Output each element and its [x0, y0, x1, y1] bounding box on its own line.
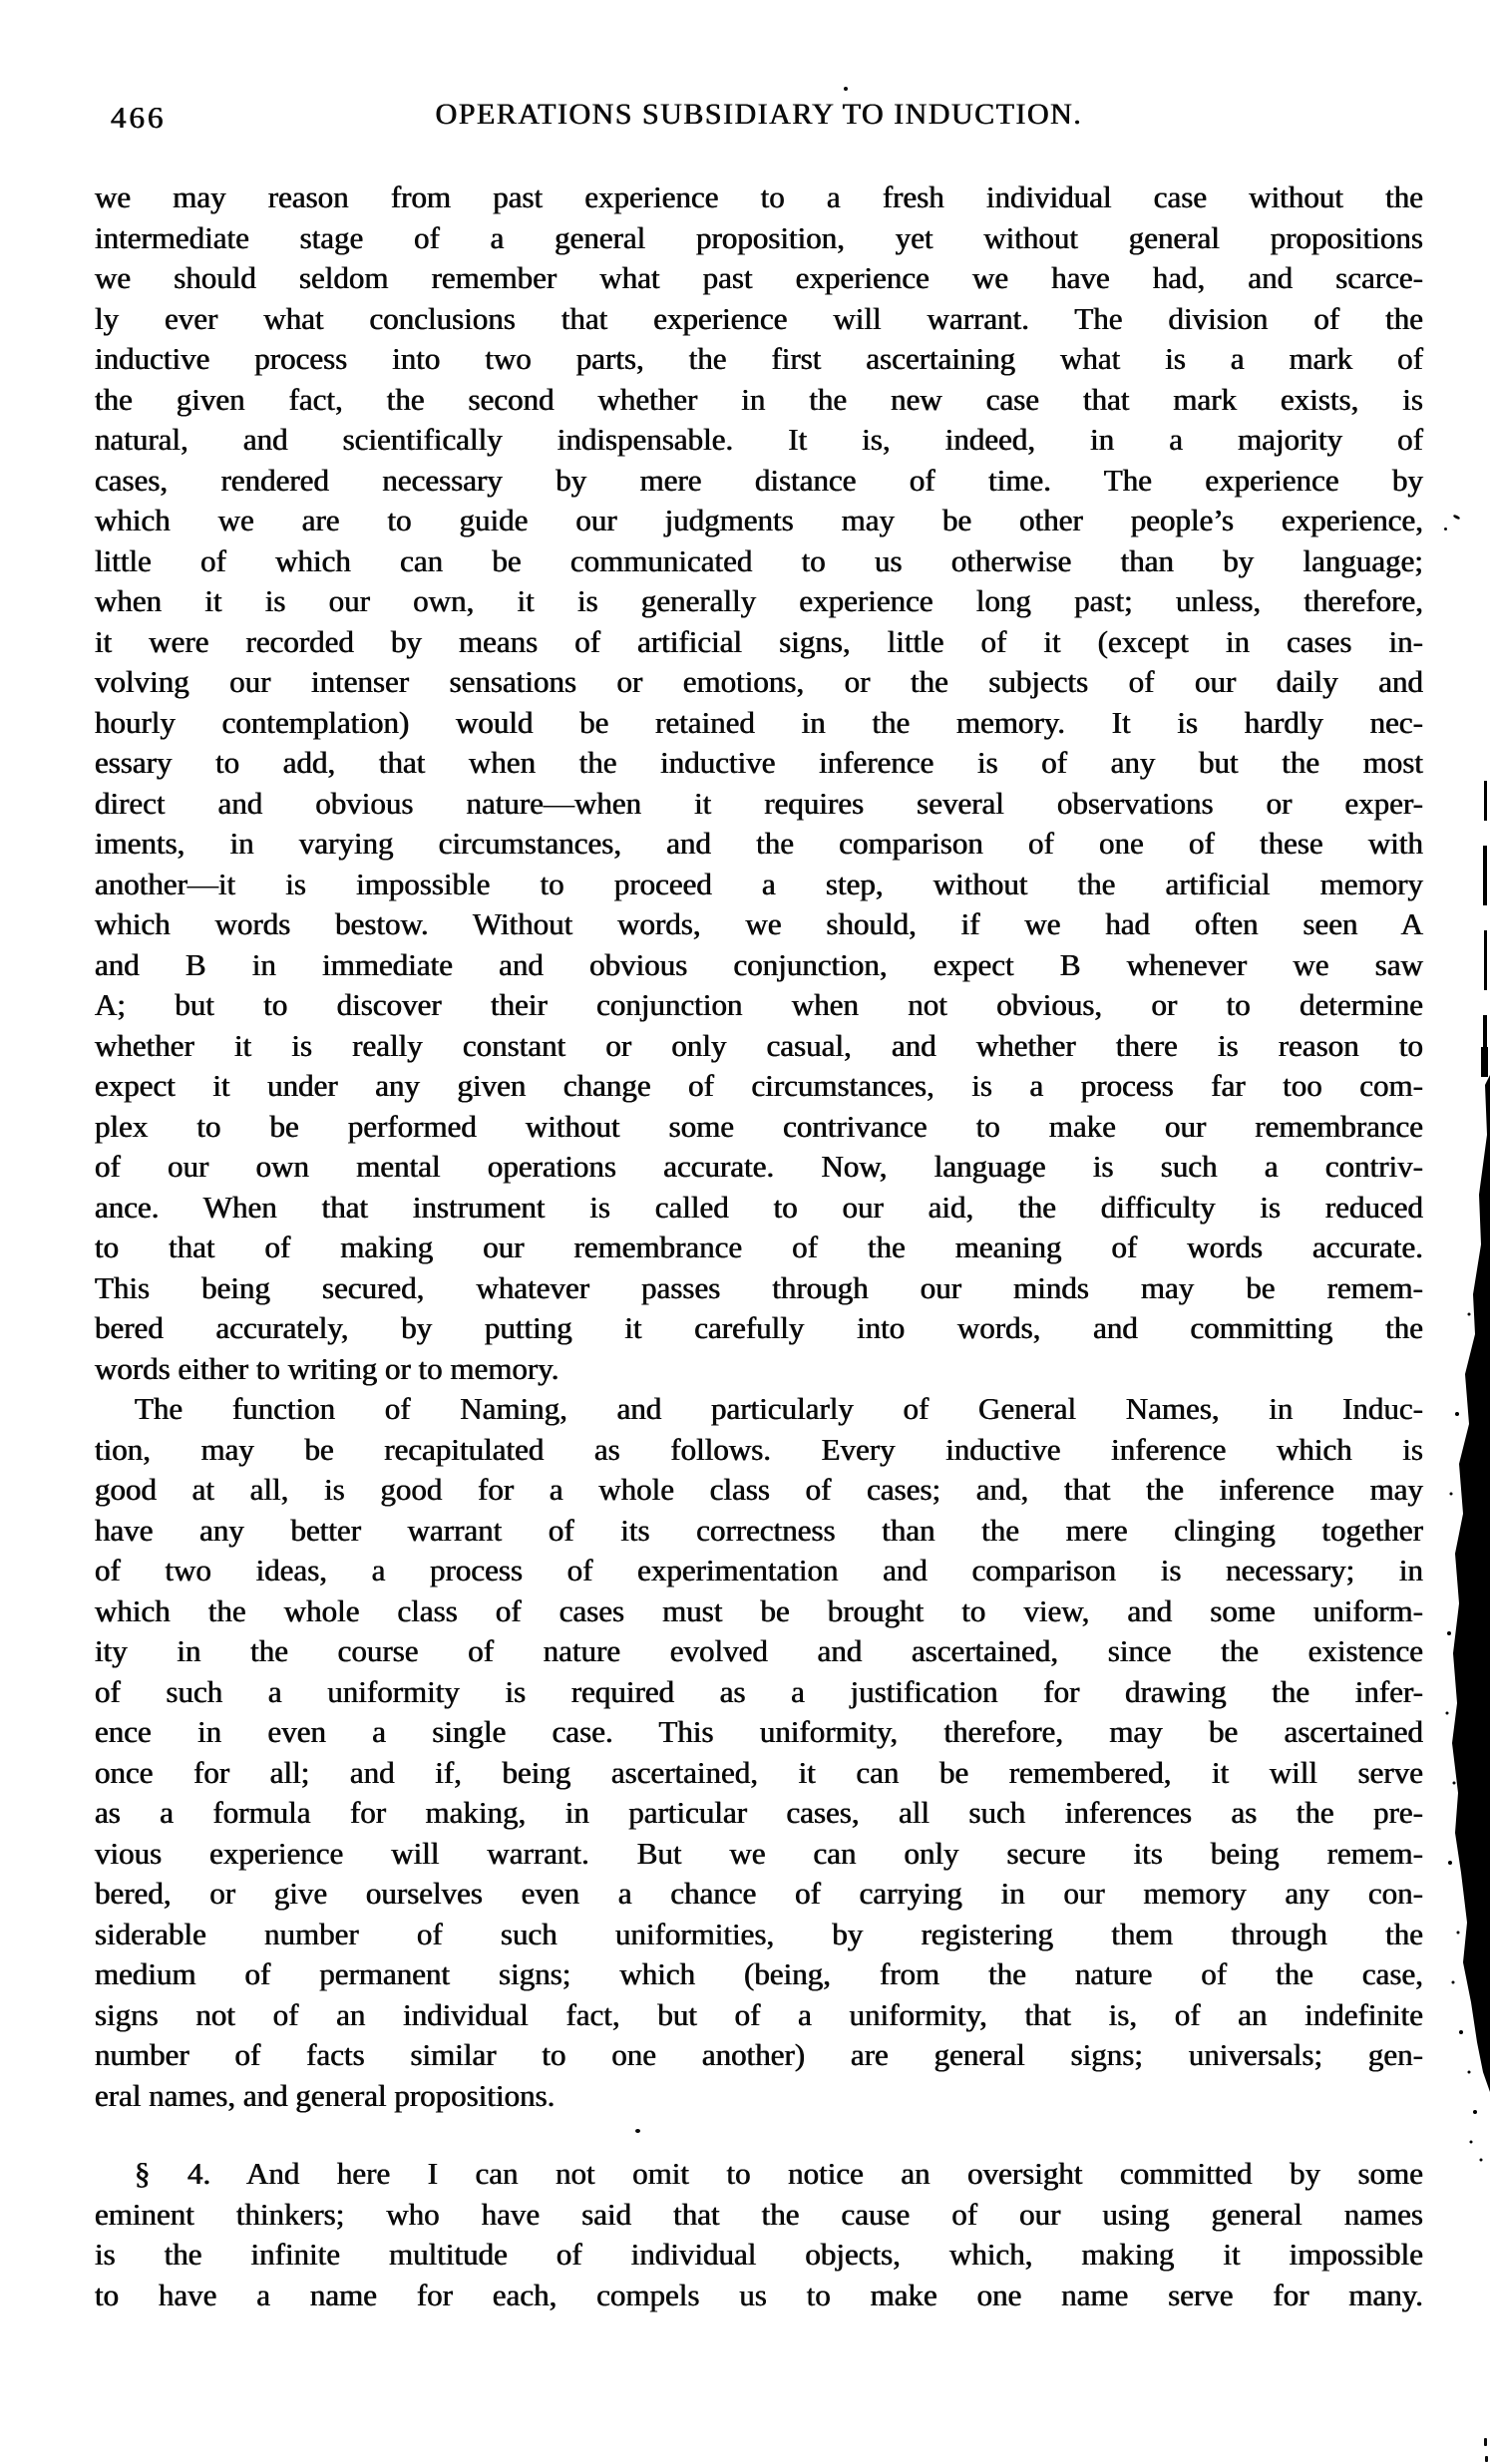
text-column [95, 177, 1423, 2315]
text-line: when it is our own, it is generally experience long past; unless, therefore, [95, 583, 1423, 618]
text-line: of such a uniformity is required as a justification for drawing the infer- [95, 1673, 1423, 1709]
text-line: expect it under any given change of circumstances, is a process far too com- [95, 1068, 1423, 1103]
page-number: 466 [111, 100, 167, 135]
text-line: of our own mental operations accurate. Now, language is such a contriv- [95, 1149, 1423, 1184]
ink-smudge-right-edge [1445, 776, 1490, 2172]
text-line: which we are to guide our judgments may be other people’s experience, [95, 503, 1423, 537]
text-line: The function of Naming, and particularly of General Names, in Induc- [135, 1391, 1423, 1426]
text-line: A; but to discover their conjunction when not obvious, or to determine [95, 987, 1423, 1022]
text-line: we may reason from past experience to a fresh individual case without the [95, 179, 1423, 214]
text-line: vious experience will warrant. But we can only secure its being remem- [95, 1835, 1423, 1871]
text-line: iments, in varying circumstances, and the comparison of one of these with [95, 826, 1423, 861]
text-line: which words bestow. Without words, we should, if we had often seen A [95, 906, 1423, 941]
scan-speck [1485, 2456, 1488, 2462]
text-line: essary to add, that when the inductive inference is of any but the most [95, 745, 1423, 780]
text-line: number of facts similar to one another) are general signs; universals; gen- [95, 2037, 1423, 2072]
text-line: eminent thinkers; who have said that the cause of our using general names [95, 2196, 1423, 2232]
text-line: bered, or give ourselves even a chance of carrying in our memory any con- [95, 1876, 1423, 1911]
text-line: whether it is really constant or only casual, and whether there is reason to [95, 1027, 1423, 1063]
text-line: another—it is impossible to proceed a step, without the artificial memory [95, 866, 1423, 901]
text-line: eral names, and general propositions. [95, 2077, 556, 2113]
text-line: which the whole class of cases must be brought to view, and some uniform- [95, 1592, 1423, 1628]
text-line: inductive process into two parts, the first ascertaining what is a mark of [95, 341, 1423, 376]
text-line: it were recorded by means of artificial signs, little of it (except in cases in- [95, 623, 1423, 659]
text-line: ity in the course of nature evolved and ascertained, since the existence [95, 1633, 1423, 1668]
text-line: tion, may be recapitulated as follows. Every inductive inference which is [95, 1431, 1423, 1467]
text-line: little of which can be communicated to us otherwise than by language; [95, 542, 1423, 578]
text-line: siderable number of such uniformities, by registering them through the [95, 1916, 1423, 1951]
text-line: hourly contemplation) would be retained in the memory. It is hardly nec- [95, 704, 1423, 740]
scan-speck [1444, 528, 1447, 530]
running-title: OPERATIONS SUBSIDIARY TO INDUCTION. [435, 98, 1083, 131]
paragraph-continuation [95, 177, 1423, 1389]
text-line: good at all, is good for a whole class of cases; and, that the inference may [95, 1472, 1423, 1507]
text-line: of two ideas, a process of experimentation and comparison is necessary; in [95, 1553, 1423, 1587]
text-line: the given fact, the second whether in the new case that mark exists, is [95, 381, 1423, 417]
scan-speck [635, 2129, 640, 2133]
text-line: we should seldom remember what past experience we have had, and scarce- [95, 260, 1423, 295]
text-line: medium of permanent signs; which (being, from the nature of the case, [95, 1956, 1423, 1991]
text-line: ence in even a single case. This uniformity, therefore, may be ascertained [95, 1714, 1423, 1749]
text-line: direct and obvious nature—when it requires several observations or exper- [95, 785, 1423, 821]
paragraph-section-4 [95, 2154, 1423, 2315]
text-line: This being secured, whatever passes through our minds may be remem- [95, 1269, 1423, 1305]
text-line: to that of making our remembrance of the meaning of words accurate. [95, 1230, 1423, 1264]
text-line: signs not of an individual fact, but of a uniformity, that is, of an indefinite [95, 1996, 1423, 2032]
text-line: intermediate stage of a general proposition, yet without general propositions [95, 219, 1423, 255]
text-line: natural, and scientifically indispensable. It is, indeed, in a majority of [95, 422, 1423, 457]
text-line: as a formula for making, in particular cases, all such inferences as the pre- [95, 1795, 1423, 1830]
text-line: words either to writing or to memory. [95, 1350, 559, 1386]
scan-speck [1453, 515, 1461, 521]
text-line: once for all; and if, being ascertained, it can be remembered, it will serve [95, 1754, 1423, 1790]
text-line: cases, rendered necessary by mere distance of time. The experience by [95, 462, 1423, 498]
text-line: to have a name for each, compels us to make one name serve for many. [95, 2277, 1423, 2312]
page-header [95, 98, 1423, 142]
text-line: volving our intenser sensations or emotions, or the subjects of our daily and [95, 664, 1423, 699]
text-line: is the infinite multitude of individual objects, which, making it impossible [95, 2237, 1423, 2272]
text-line: ance. When that instrument is called to our aid, the difficulty is reduced [95, 1189, 1423, 1225]
paragraph-naming-function [95, 1389, 1423, 2116]
text-line: bered accurately, by putting it carefully into words, and committing the [95, 1310, 1423, 1345]
text-line: ly ever what conclusions that experience will warrant. The division of the [95, 300, 1423, 336]
scan-speck [1484, 2438, 1487, 2446]
text-line: have any better warrant of its correctness than the mere clinging together [95, 1512, 1423, 1548]
text-line: and B in immediate and obvious conjunction, expect B whenever we saw [95, 946, 1423, 982]
text-line: § 4. And here I can not omit to notice an oversight committed by some [135, 2156, 1423, 2191]
scan-speck [844, 87, 848, 91]
text-line: plex to be performed without some contrivance to make our remembrance [95, 1108, 1423, 1144]
